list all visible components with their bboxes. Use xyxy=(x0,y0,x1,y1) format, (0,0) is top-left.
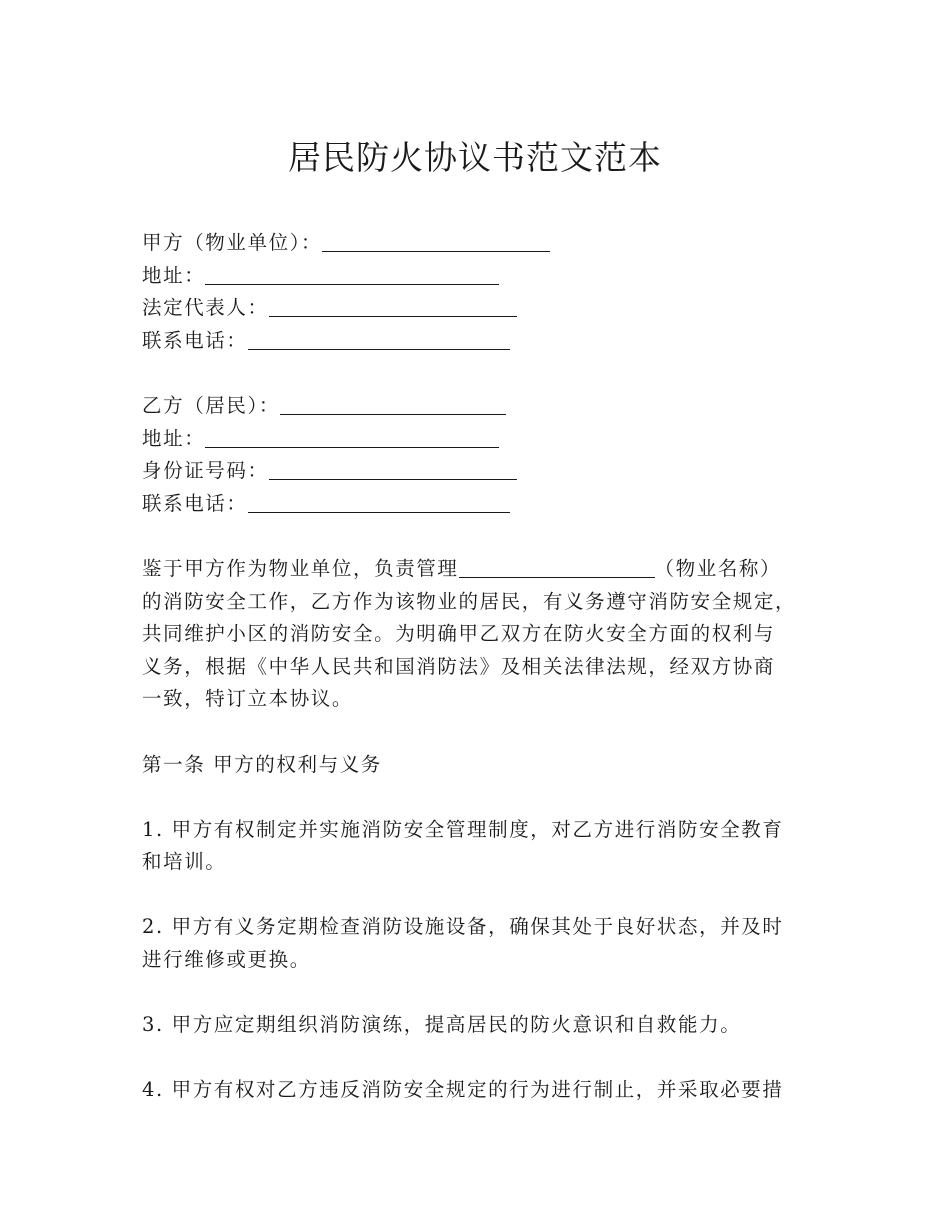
party-b-id-label: 身份证号码： xyxy=(142,459,269,483)
article-1-item-1-line-1: 1. 甲方有权制定并实施消防安全管理制度，对乙方进行消防安全教育 xyxy=(142,817,784,841)
preamble-line-3: 共同维护小区的消防安全。为明确甲乙双方在防火安全方面的权利与 xyxy=(142,622,776,646)
party-a-phone-blank xyxy=(248,329,510,350)
party-b-phone-label: 联系电话： xyxy=(142,491,248,515)
party-a-address-line xyxy=(142,260,842,293)
article-1-heading: 第一条 甲方的权利与义务 xyxy=(142,752,382,776)
spacer xyxy=(142,977,842,1010)
party-a-address-blank xyxy=(205,264,499,285)
article-1-item-2-line-2: 进行维修或更换。 xyxy=(142,948,311,972)
preamble-line1-before: 鉴于甲方作为物业单位，负责管理 xyxy=(142,556,459,580)
party-a-name-label: 甲方（物业单位）： xyxy=(142,231,323,254)
party-b-id-blank xyxy=(269,459,517,480)
party-a-rep-line xyxy=(142,292,842,325)
spacer xyxy=(142,716,842,749)
spacer xyxy=(142,781,842,814)
spacer xyxy=(142,520,842,553)
preamble-line-1 xyxy=(142,553,842,586)
article-1-item-4-line-1: 4. 甲方有权对乙方违反消防安全规定的行为进行制止，并采取必要措 xyxy=(142,1078,784,1102)
preamble-line-2: 的消防安全工作，乙方作为该物业的居民，有义务遵守消防安全规定， xyxy=(142,589,797,613)
party-a-rep-label: 法定代表人： xyxy=(142,296,269,320)
party-a-phone-line xyxy=(142,325,842,358)
preamble-line1-after: （物业名称） xyxy=(654,556,782,580)
preamble-line-5: 一致，特订立本协议。 xyxy=(142,687,354,711)
spacer xyxy=(142,1042,842,1075)
party-b-address-label: 地址： xyxy=(142,426,206,450)
property-name-blank xyxy=(459,557,655,578)
party-b-name-label: 乙方（居民）： xyxy=(142,393,280,417)
party-a-address-label: 地址： xyxy=(142,263,206,287)
party-a-phone-label: 联系电话： xyxy=(142,328,248,352)
party-b-name-blank xyxy=(280,394,506,415)
document-body xyxy=(142,227,842,1107)
party-b-address-blank xyxy=(205,427,499,448)
article-1-item-1-line-2: 和培训。 xyxy=(142,850,227,874)
spacer xyxy=(142,879,842,912)
spacer xyxy=(142,357,842,390)
party-b-phone-line xyxy=(142,488,842,521)
document-title: 居民防火协议书范文范本 xyxy=(288,138,662,177)
party-a-rep-blank xyxy=(269,296,517,317)
article-1-item-3-line-1: 3. 甲方应定期组织消防演练，提高居民的防火意识和自救能力。 xyxy=(142,1013,742,1037)
party-b-phone-blank xyxy=(248,492,510,513)
party-b-address-line xyxy=(142,423,842,456)
article-1-item-2-line-1: 2. 甲方有义务定期检查消防设施设备，确保其处于良好状态，并及时 xyxy=(142,915,784,939)
party-a-name-line xyxy=(142,227,842,260)
party-b-id-line xyxy=(142,455,842,488)
party-a-name-blank xyxy=(322,231,550,252)
party-b-name-line xyxy=(142,390,842,423)
preamble-line-4: 义务，根据《中华人民共和国消防法》及相关法律法规，经双方协商 xyxy=(142,654,776,678)
